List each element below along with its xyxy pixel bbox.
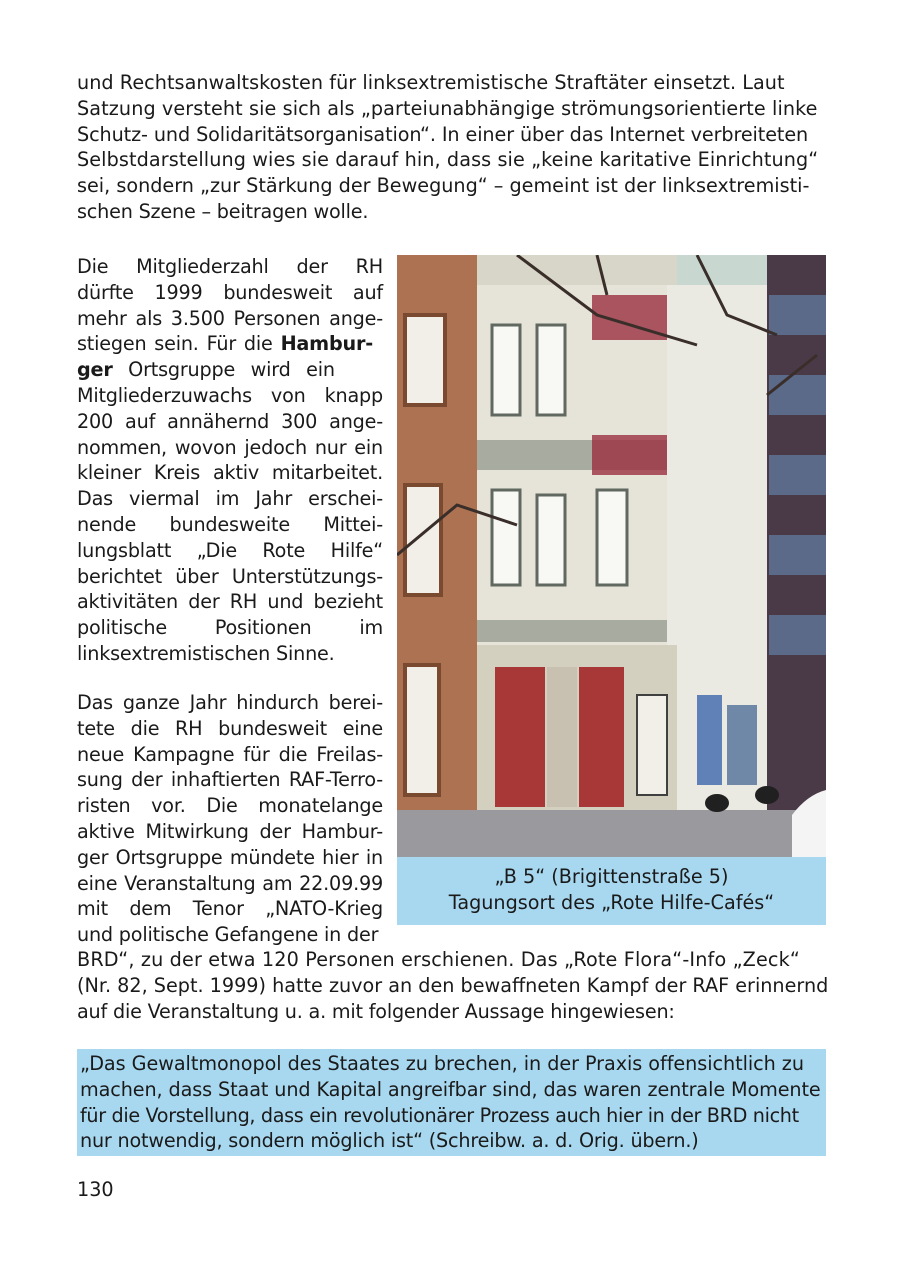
text-line: linksextremistischen Sinne. — [77, 641, 335, 665]
text-line: mit dem Tenor „NATO-Krieg — [77, 897, 383, 921]
text-line: mehr als 3.500 Personen ange- — [77, 306, 383, 330]
word-group: Die Mitgliederzahl der RH — [77, 255, 383, 278]
text-line: (Nr. 82, Sept. 1999) hatte zuvor an den bewaffneten Kampf der RAF erinnernd — [77, 973, 829, 997]
text-line: 200 auf annähernd 300 ange- — [77, 409, 383, 433]
text-line: risten vor. Die monatelange — [77, 794, 383, 818]
text-line: BRD“, zu der etwa 120 Personen erschienen. Das „Rote Flora“-Info „Zeck“ — [77, 948, 800, 971]
text-line — [77, 331, 383, 357]
text-line: dürfte 1999 bundesweit auf — [77, 280, 383, 304]
caption-line: „B 5“ (Brigittenstraße 5) — [494, 865, 729, 888]
text-line: tete die RH bundesweit eine — [77, 716, 383, 740]
text-line: Mitgliederzuwachs von knapp — [77, 383, 383, 407]
page-number: 130 — [77, 1178, 114, 1201]
text-line: schen Szene – beitragen wolle. — [77, 199, 369, 223]
text-line: ger Ortsgruppe mündete hier in — [77, 845, 383, 869]
text-line: nende bundesweite Mittei- — [77, 512, 383, 536]
bold-term-hamburger-part2: ger — [77, 358, 113, 382]
bold-term-hamburger-part1: Hambur- — [280, 332, 373, 356]
text-line: berichtet über Unterstützungs- — [77, 564, 383, 588]
text-line: Das ganze Jahr hindurch berei- — [77, 691, 383, 714]
text-line: lungsblatt „Die Rote Hilfe“ — [77, 538, 383, 562]
text-line: eine Veranstaltung am 22.09.99 — [77, 871, 383, 895]
text-line: aktivitäten der RH und bezieht — [77, 590, 383, 614]
quote-line: „Das Gewaltmonopol des Staates zu brechen, in der Praxis offensichtlich zu — [80, 1052, 804, 1075]
paragraph-membership — [77, 254, 383, 667]
text-line: aktive Mitwirkung der Hambur- — [77, 819, 383, 843]
text-line: neue Kampagne für die Freilas- — [77, 742, 383, 766]
text-line: Satzung versteht sie sich als „parteiunabhängige strömungsorientierte linke — [77, 96, 818, 120]
text-line: sei, sondern „zur Stärkung der Bewegung“ – gemeint ist der linksextremisti- — [77, 174, 810, 198]
text-line: Das viermal im Jahr erschei- — [77, 487, 383, 511]
text-line: kleiner Kreis aktiv mitarbeitet. — [77, 461, 383, 485]
paragraph-campaign — [77, 690, 383, 948]
highlighted-quote — [77, 1049, 826, 1156]
text-line: und politische Gefangene in der — [77, 923, 379, 947]
text-run: Ortsgruppe wird ein — [128, 358, 335, 382]
text-line: sung der inhaftierten RAF-Terro- — [77, 768, 383, 792]
text-line: politische Positionen im — [77, 616, 383, 640]
text-line: nommen, wovon jedoch nur ein — [77, 435, 383, 459]
text-line: auf die Veranstaltung u. a. mit folgender Aussage hingewiesen: — [77, 999, 675, 1023]
quote-line: machen, dass Staat und Kapital angreifbar sind, das waren zentrale Momente — [80, 1077, 821, 1101]
text-run: stiegen sein. Für die — [77, 332, 273, 356]
paragraph-event — [77, 947, 829, 1024]
text-line — [77, 254, 383, 280]
building-illustration — [397, 255, 826, 857]
text-line: und Rechtsanwaltskosten für linksextremistische Straftäter einsetzt. Laut — [77, 71, 785, 94]
text-line — [77, 357, 383, 383]
text-line: Selbstdarstellung wies sie darauf hin, dass sie „keine karitative Einrichtung“ — [77, 148, 819, 172]
caption-line: Tagungsort des „Rote Hilfe-Cafés“ — [448, 891, 775, 914]
photo-caption — [397, 857, 826, 925]
paragraph-intro — [77, 70, 826, 225]
text-line: Schutz- und Solidaritätsorganisation“. In einer über das Internet verbreiteten — [77, 122, 809, 146]
quote-line: nur notwendig, sondern möglich ist“ (Schreibw. a. d. Orig. übern.) — [80, 1129, 699, 1153]
photo-building-b5 — [397, 255, 826, 857]
quote-line: für die Vorstellung, dass ein revolutionärer Prozess auch hier in der BRD nicht — [80, 1103, 799, 1127]
